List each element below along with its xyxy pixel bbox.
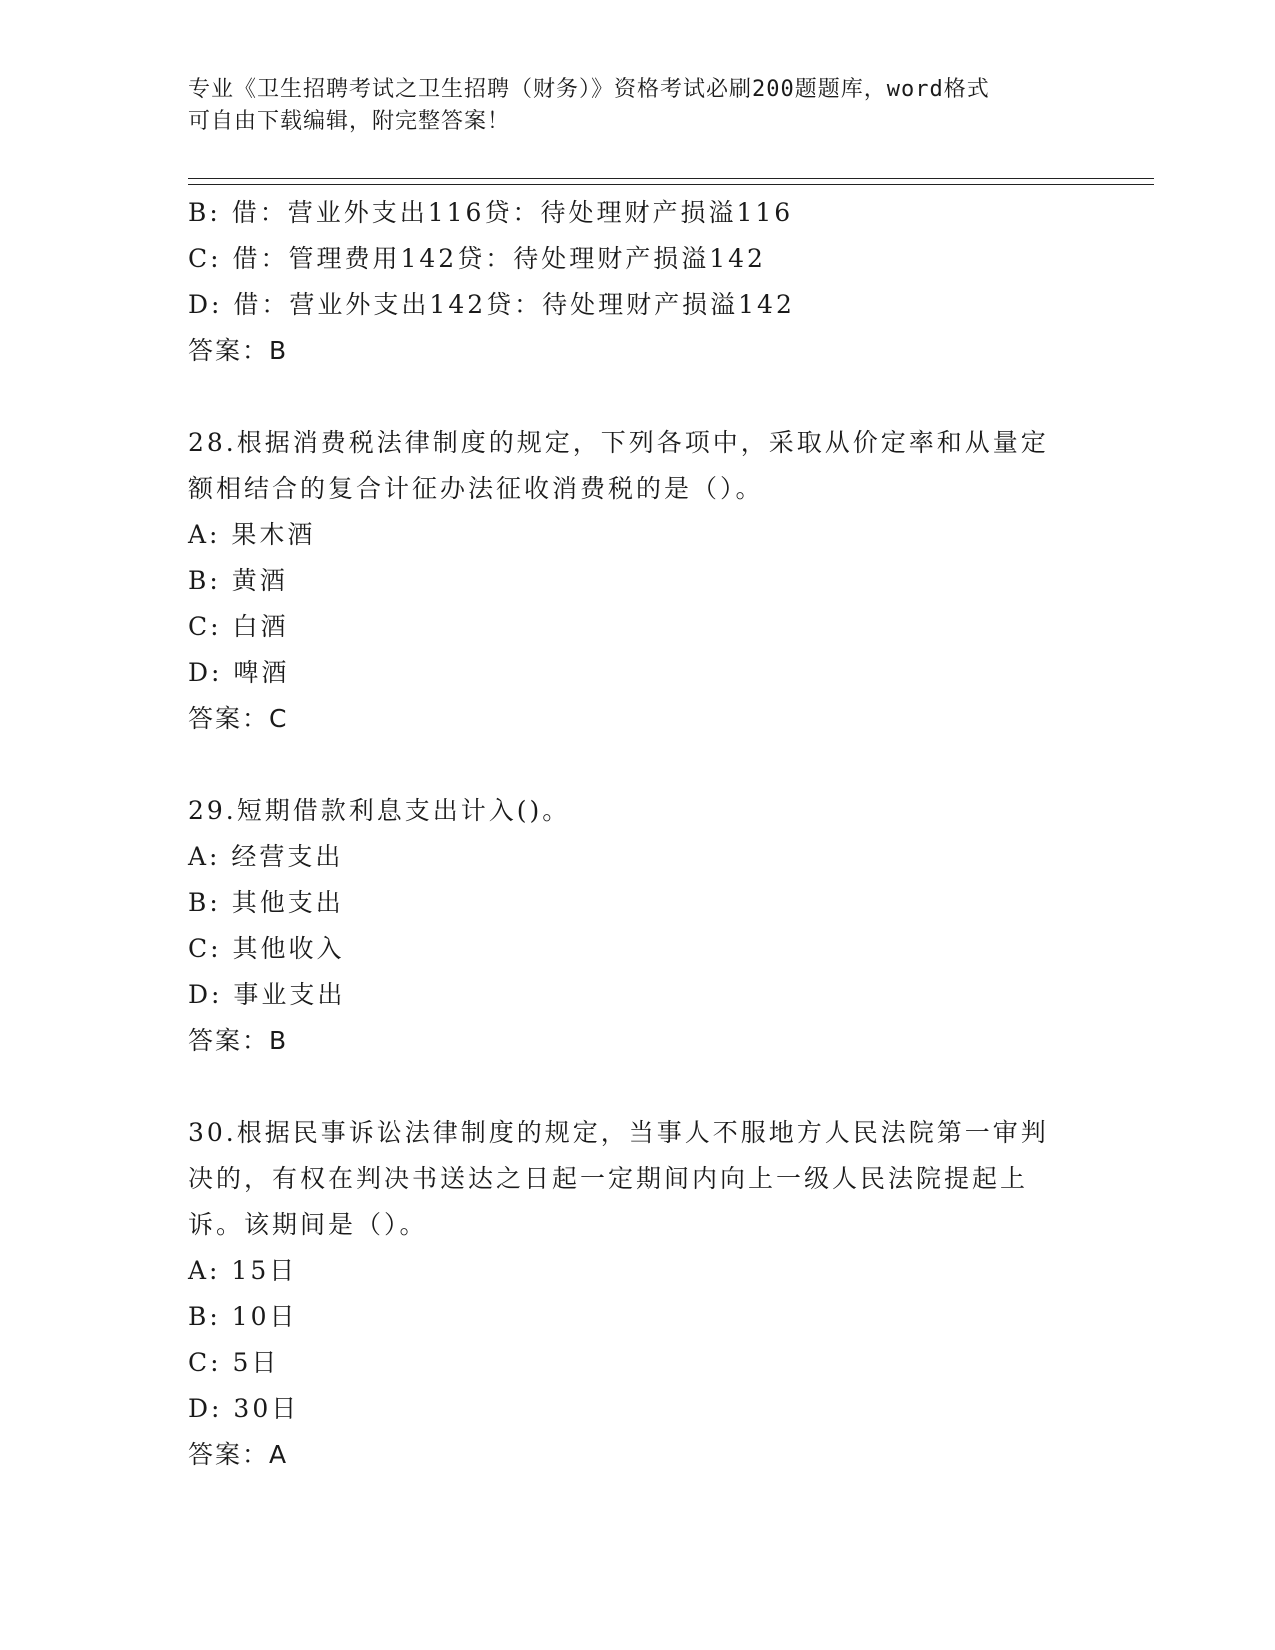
answer-line: 答案：C [188, 704, 289, 733]
question-list [188, 190, 1088, 1478]
spacer [188, 742, 1088, 788]
question-stem-line: 诉。该期间是（）。 [188, 1210, 428, 1239]
option-c: C: 白酒 [188, 612, 289, 641]
option-d: D: 借：营业外支出142贷：待处理财产损溢142 [188, 290, 795, 319]
option-c: C: 5日 [188, 1348, 280, 1377]
option-b: B: 10日 [188, 1302, 298, 1331]
question-stem-line: 额相结合的复合计征办法征收消费税的是（）。 [188, 474, 764, 503]
question-stem-line: 决的，有权在判决书送达之日起一定期间内向上一级人民法院提起上 [188, 1164, 1029, 1193]
header-divider-bottom [188, 184, 1154, 185]
option-a: A: 经营支出 [188, 842, 344, 871]
answer-line: 答案：B [188, 1026, 289, 1055]
document-header [188, 74, 1088, 138]
header-line-2: 可自由下载编辑，附完整答案！ [188, 109, 511, 134]
question-29 [188, 788, 1088, 1064]
option-b: B: 借：营业外支出116贷：待处理财产损溢116 [188, 198, 794, 227]
question-stem-line: 29.短期借款利息支出计入()。 [188, 796, 571, 825]
option-d: D: 啤酒 [188, 658, 290, 687]
header-divider-top [188, 178, 1154, 179]
question-30 [188, 1110, 1088, 1478]
option-d: D: 30日 [188, 1394, 300, 1423]
question-stem-line: 30.根据民事诉讼法律制度的规定，当事人不服地方人民法院第一审判 [188, 1118, 1049, 1147]
option-c: C: 其他收入 [188, 934, 345, 963]
option-b: B: 其他支出 [188, 888, 344, 917]
spacer [188, 374, 1088, 420]
question-27-continued [188, 190, 1088, 374]
answer-line: 答案：B [188, 336, 289, 365]
option-a: A: 15日 [188, 1256, 298, 1285]
header-line-1: 专业《卫生招聘考试之卫生招聘（财务）》资格考试必刷200题题库，word格式 [188, 77, 990, 102]
spacer [188, 1064, 1088, 1110]
option-b: B: 黄酒 [188, 566, 288, 595]
question-28 [188, 420, 1088, 742]
option-a: A: 果木酒 [188, 520, 316, 549]
answer-line: 答案：A [188, 1440, 289, 1469]
question-stem-line: 28.根据消费税法律制度的规定，下列各项中，采取从价定率和从量定 [188, 428, 1049, 457]
option-c: C: 借：管理费用142贷：待处理财产损溢142 [188, 244, 766, 273]
option-d: D: 事业支出 [188, 980, 346, 1009]
